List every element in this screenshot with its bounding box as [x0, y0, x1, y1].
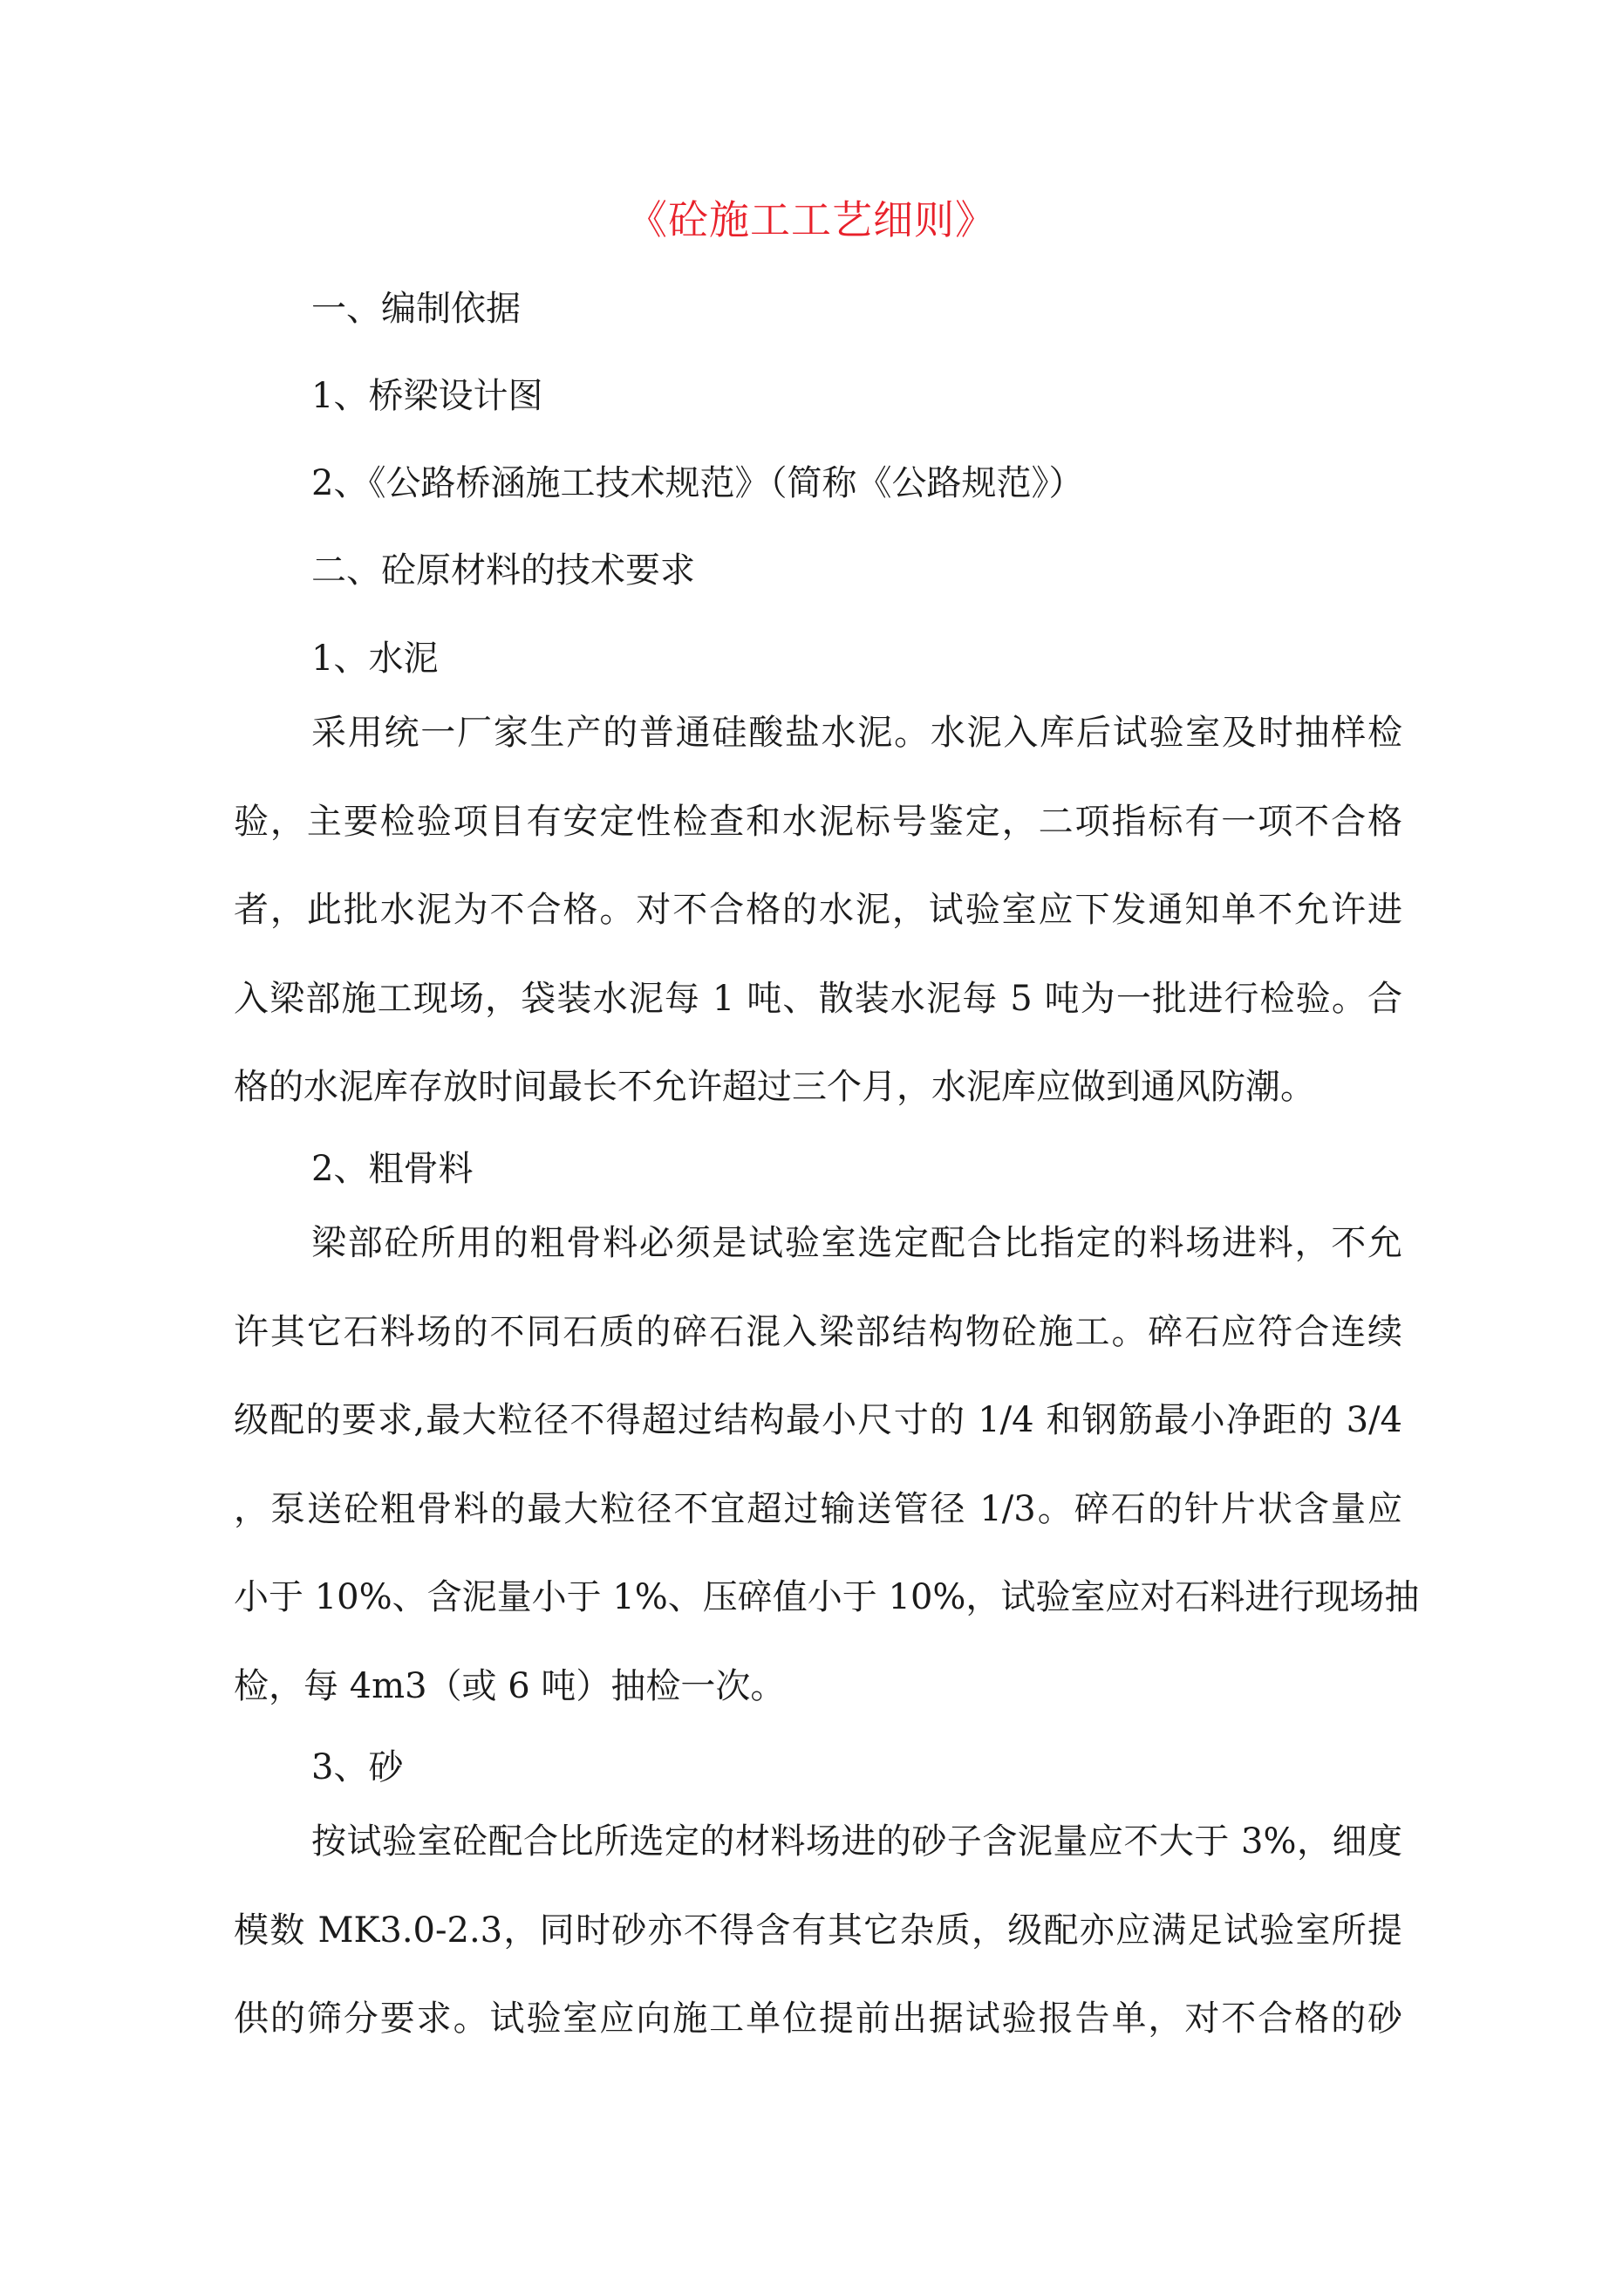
- list-item-highway-spec: 2、《公路桥涵施工技术规范》（简称《公路规范》）: [311, 463, 1084, 503]
- paragraph-line: 者，此批水泥为不合格。对不合格的水泥，试验室应下发通知单不允许进: [234, 890, 1402, 930]
- paragraph-line: 格的水泥库存放时间最长不允许超过三个月，水泥库应做到通风防潮。: [234, 1067, 1315, 1107]
- paragraph-line: 检，每 4m3（或 6 吨）抽检一次。: [234, 1665, 786, 1706]
- list-item-bridge-drawings: 1、桥梁设计图: [311, 376, 543, 416]
- paragraph-cement: [234, 689, 1402, 1132]
- document-title: 《砼施工工艺细则》: [627, 196, 996, 243]
- paragraph-coarse-aggregate: [234, 1199, 1420, 1731]
- paragraph-line: 采用统一厂家生产的普通硅酸盐水泥。水泥入库后试验室及时抽样检: [311, 713, 1402, 753]
- subheading-coarse-aggregate: 2、粗骨料: [311, 1149, 474, 1189]
- section-heading-materials: 二、砼原材料的技术要求: [311, 550, 695, 591]
- paragraph-sand: [234, 1798, 1402, 2064]
- paragraph-line: 验，主要检验项目有安定性检查和水泥标号鉴定，二项指标有一项不合格: [234, 801, 1402, 842]
- subheading-cement: 1、水泥: [311, 639, 439, 679]
- subheading-sand: 3、砂: [311, 1747, 404, 1787]
- paragraph-line: 模数 MK3.0-2.3，同时砂亦不得含有其它杂质，级配亦应满足试验室所提: [234, 1910, 1402, 1951]
- paragraph-line: 小于 10%、含泥量小于 1%、压碎值小于 10%，试验室应对石料进行现场抽: [234, 1577, 1420, 1617]
- section-heading-basis: 一、编制依据: [311, 289, 521, 329]
- paragraph-line: 梁部砼所用的粗骨料必须是试验室选定配合比指定的料场进料，不允: [311, 1223, 1402, 1263]
- paragraph-line: 按试验室砼配合比所选定的材料场进的砂子含泥量应不大于 3%，细度: [311, 1821, 1402, 1862]
- paragraph-line: 入梁部施工现场，袋装水泥每 1 吨、散装水泥每 5 吨为一批进行检验。合: [234, 978, 1402, 1019]
- paragraph-line: 供的筛分要求。试验室应向施工单位提前出据试验报告单，对不合格的砂: [234, 1999, 1402, 2039]
- paragraph-line: ，泵送砼粗骨料的最大粒径不宜超过输送管径 1/3。碎石的针片状含量应: [234, 1488, 1402, 1529]
- paragraph-line: 级配的要求,最大粒径不得超过结构最小尺寸的 1/4 和钢筋最小净距的 3/4: [234, 1400, 1402, 1440]
- paragraph-line: 许其它石料场的不同石质的碎石混入梁部结构物砼施工。碎石应符合连续: [234, 1311, 1402, 1352]
